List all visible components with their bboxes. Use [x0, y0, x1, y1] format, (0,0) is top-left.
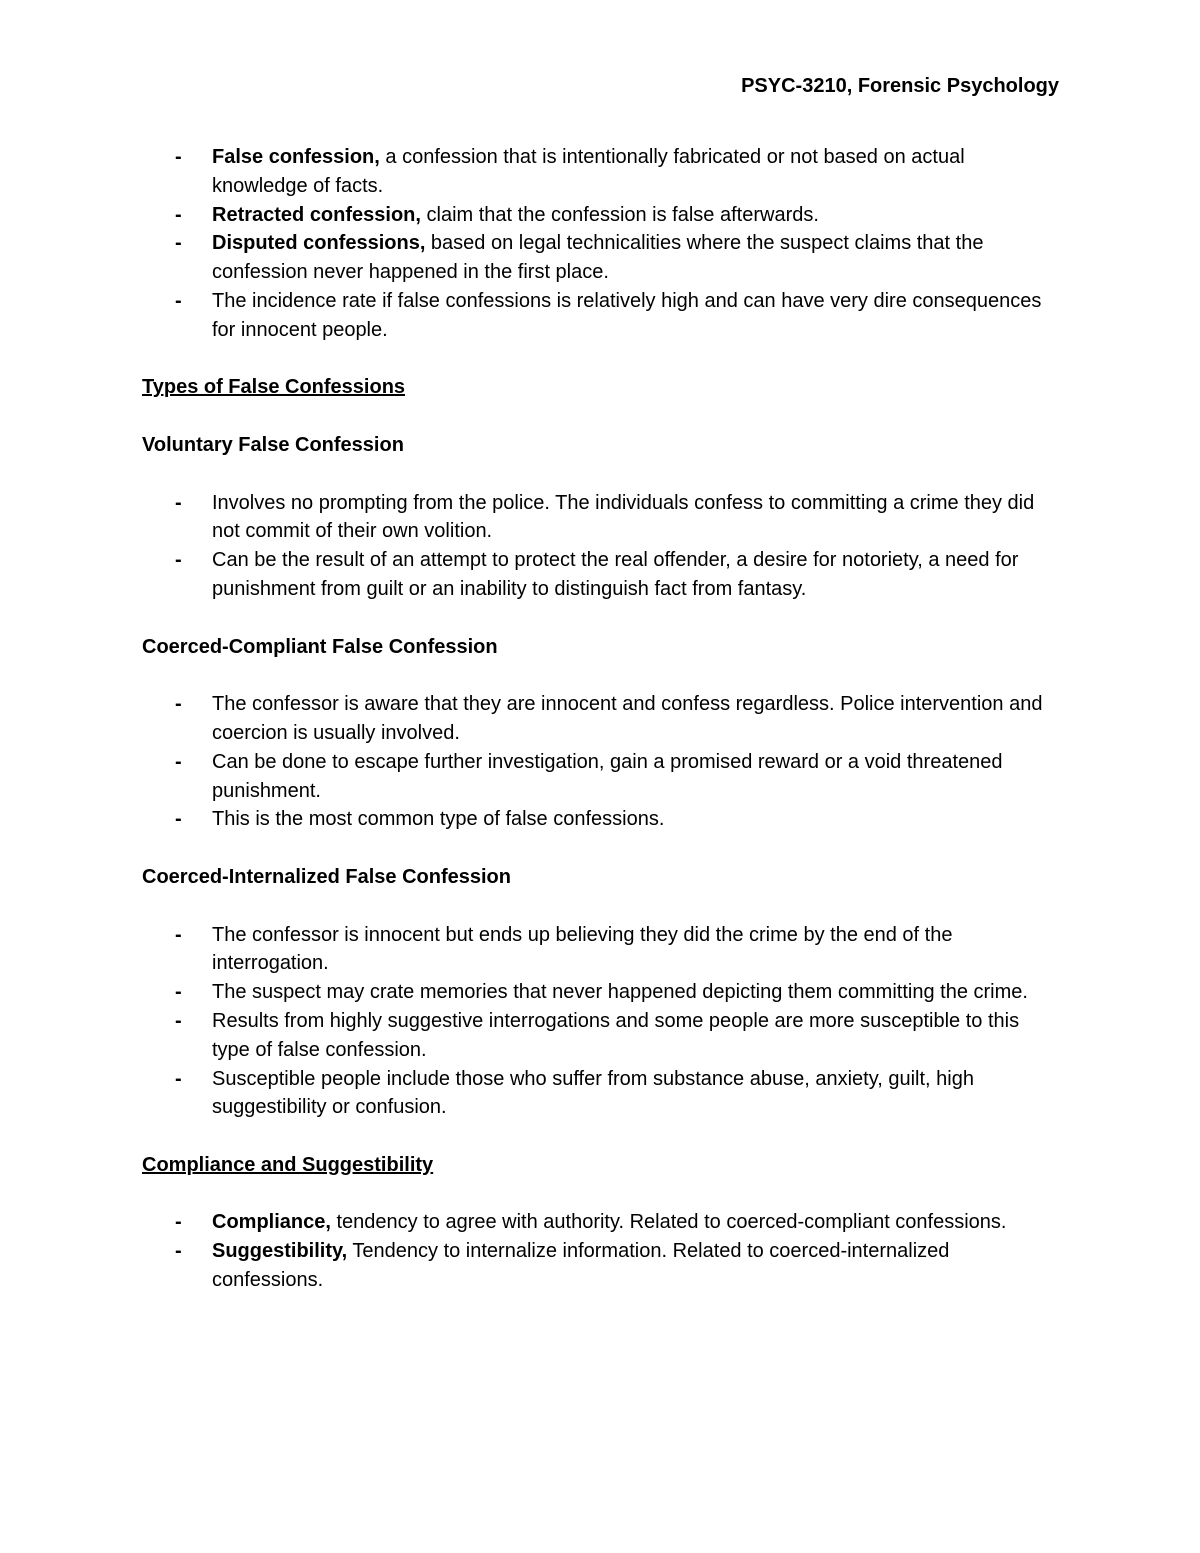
bullet-text: Can be the result of an attempt to protect the real offender, a desire for notoriety, a need for punishment from guilt or an inability to distinguish fact from fantasy. [212, 549, 1019, 600]
list-item [142, 546, 1062, 604]
list-item [142, 287, 1062, 345]
definition-text: claim that the confession is false afterwards. [420, 203, 819, 226]
voluntary-list [142, 489, 1062, 604]
bullet-dash: - [175, 1067, 182, 1090]
bullet-text: Can be done to escape further investigation, gain a promised reward or a void threatened punishment. [212, 750, 1003, 802]
bullet-text: Involves no prompting from the police. The individuals confess to committing a crime they did not commit of their own volition. [212, 491, 1035, 543]
bullet-dash: - [175, 1240, 182, 1263]
bullet-text: The confessor is aware that they are innocent and confess regardless. Police intervention and coercion is usually involved. [212, 693, 1043, 744]
section-title-compliance: Compliance and Suggestibility [142, 1153, 434, 1176]
term-compliance: Compliance, [212, 1211, 331, 1234]
bullet-dash: - [175, 693, 182, 716]
term-false-confession: False confession, [212, 146, 380, 168]
list-item [142, 748, 1062, 806]
subheading-voluntary: Voluntary False Confession [142, 433, 404, 456]
term-disputed-confessions: Disputed confessions, [212, 232, 426, 255]
list-item [142, 489, 1062, 547]
list-item [142, 143, 1062, 201]
bullet-dash: - [175, 1211, 182, 1234]
definition-text: The incidence rate if false confessions is relatively high and can have very dire consequences for innocent people. [212, 289, 1042, 341]
bullet-dash: - [175, 203, 182, 226]
bullet-dash: - [175, 232, 182, 255]
subheading-coerced-compliant: Coerced-Compliant False Confession [142, 635, 498, 658]
bullet-text: The confessor is innocent but ends up believing they did the crime by the end of the interrogation. [212, 923, 953, 975]
section-title-types: Types of False Confessions [142, 376, 406, 399]
definitions-list [142, 143, 1062, 345]
definition-text: based on legal technicalities where the suspect claims that the confession never happened in the first place. [212, 232, 984, 284]
document-body [142, 143, 1062, 1295]
definition-text: a confession that is intentionally fabricated or not based on actual knowledge of facts. [212, 146, 965, 197]
coerced-internalized-list [142, 921, 1062, 1123]
bullet-dash: - [175, 146, 182, 168]
bullet-dash: - [175, 981, 182, 1004]
list-item [142, 978, 1062, 1007]
bullet-dash: - [175, 923, 182, 946]
list-item [142, 690, 1062, 748]
bullet-text: Results from highly suggestive interrogations and some people are more susceptible to this type of false confession. [212, 1009, 1020, 1061]
bullet-dash: - [175, 549, 182, 572]
list-item [142, 201, 1062, 230]
list-item [142, 921, 1062, 979]
list-item [142, 1208, 1062, 1237]
list-item [142, 1237, 1062, 1295]
list-item [142, 1007, 1062, 1065]
compliance-list [142, 1208, 1062, 1294]
list-item [142, 805, 1062, 834]
bullet-dash: - [175, 289, 182, 312]
bullet-text: This is the most common type of false confessions. [212, 808, 665, 831]
list-item [142, 1065, 1062, 1123]
definition-text: Tendency to internalize information. Related to coerced-internalized confessions. [212, 1240, 950, 1292]
page-header-course: PSYC-3210, Forensic Psychology [741, 75, 1059, 97]
bullet-dash: - [175, 808, 182, 831]
bullet-dash: - [175, 750, 182, 773]
bullet-text: The suspect may crate memories that never happened depicting them committing the crime. [212, 981, 1028, 1004]
term-retracted-confession: Retracted confession, [212, 203, 421, 226]
subheading-coerced-internalized: Coerced-Internalized False Confession [142, 865, 511, 888]
bullet-text: Susceptible people include those who suffer from substance abuse, anxiety, guilt, high suggestibility or confusion. [212, 1067, 974, 1119]
list-item [142, 229, 1062, 287]
bullet-dash: - [175, 1009, 182, 1032]
bullet-dash: - [175, 491, 182, 514]
term-suggestibility: Suggestibility, [212, 1240, 348, 1263]
coerced-compliant-list [142, 690, 1062, 834]
definition-text: tendency to agree with authority. Related to coerced-compliant confessions. [330, 1211, 1007, 1234]
